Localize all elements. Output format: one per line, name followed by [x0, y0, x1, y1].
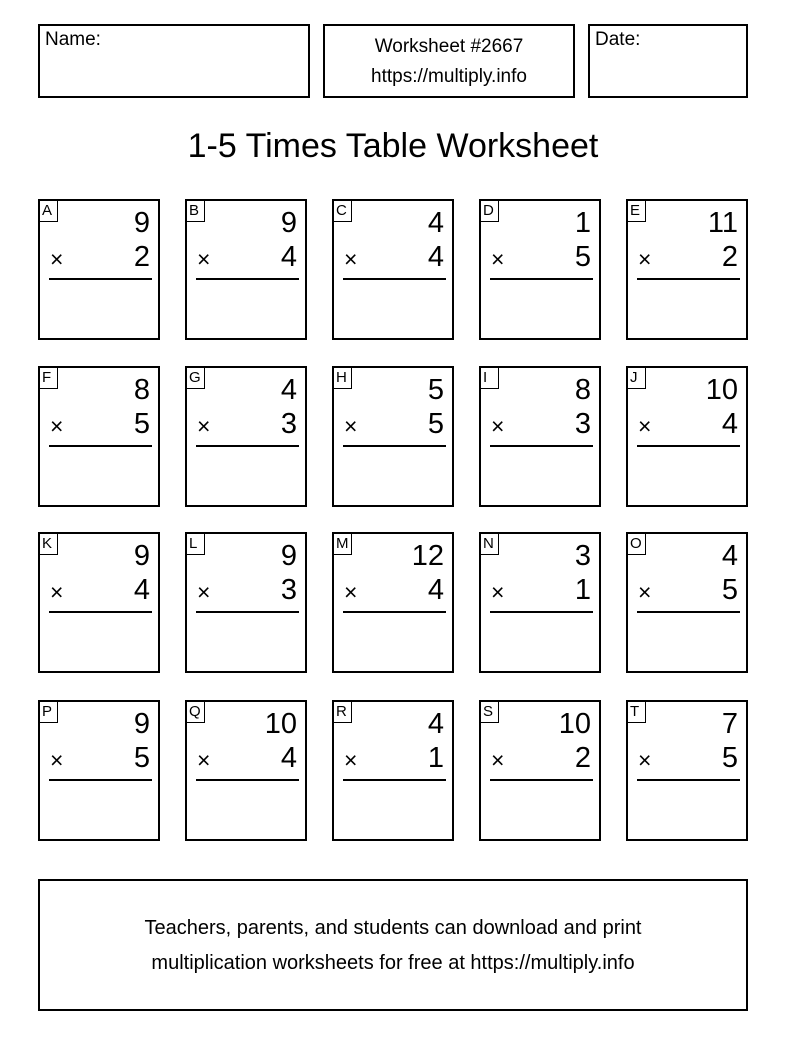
problem-letter: O	[626, 532, 646, 555]
problem-letter: L	[185, 532, 205, 555]
problem-multiplicand: 1	[574, 207, 591, 239]
problem-card[interactable]	[332, 366, 454, 507]
date-field-box[interactable]	[588, 24, 748, 98]
problem-multiplier: 5	[427, 408, 444, 440]
answer-line	[637, 779, 740, 781]
worksheet-info-box	[323, 24, 575, 98]
page-title: 1-5 Times Table Worksheet	[187, 127, 599, 165]
multiply-sign: ×	[344, 413, 358, 439]
problem-card[interactable]	[479, 700, 601, 841]
problem-multiplier: 4	[721, 408, 738, 440]
multiply-sign: ×	[638, 579, 652, 605]
problem-multiplicand: 9	[133, 207, 150, 239]
answer-line	[196, 611, 299, 613]
problem-card[interactable]	[185, 532, 307, 673]
multiply-sign: ×	[197, 747, 211, 773]
problem-letter: F	[38, 366, 58, 389]
answer-line	[196, 278, 299, 280]
problem-card[interactable]	[332, 532, 454, 673]
problem-multiplier: 1	[427, 742, 444, 774]
answer-line	[490, 445, 593, 447]
problem-letter: I	[479, 366, 499, 389]
footer-box	[38, 879, 748, 1011]
problem-multiplier: 3	[574, 408, 591, 440]
problem-multiplicand: 9	[280, 207, 297, 239]
multiply-sign: ×	[344, 747, 358, 773]
multiply-sign: ×	[344, 246, 358, 272]
problem-multiplier: 2	[721, 241, 738, 273]
answer-line	[490, 278, 593, 280]
problem-multiplier: 4	[427, 241, 444, 273]
problem-letter: J	[626, 366, 646, 389]
problem-letter: K	[38, 532, 58, 555]
answer-line	[196, 779, 299, 781]
problem-card[interactable]	[38, 532, 160, 673]
problem-letter: P	[38, 700, 58, 723]
answer-line	[637, 611, 740, 613]
problem-multiplicand: 4	[427, 207, 444, 239]
problem-card[interactable]	[626, 366, 748, 507]
problem-multiplier: 1	[574, 574, 591, 606]
multiply-sign: ×	[197, 579, 211, 605]
problem-card[interactable]	[38, 199, 160, 340]
problem-letter: T	[626, 700, 646, 723]
problem-multiplicand: 3	[574, 540, 591, 572]
problem-card[interactable]	[332, 199, 454, 340]
multiply-sign: ×	[491, 413, 505, 439]
problem-multiplier: 5	[133, 408, 150, 440]
problem-multiplicand: 8	[133, 374, 150, 406]
worksheet-number: Worksheet #2667	[374, 36, 524, 57]
problem-letter: M	[332, 532, 352, 555]
answer-line	[49, 445, 152, 447]
answer-line	[637, 445, 740, 447]
multiply-sign: ×	[197, 413, 211, 439]
multiply-sign: ×	[50, 246, 64, 272]
answer-line	[49, 611, 152, 613]
problem-multiplier: 5	[721, 574, 738, 606]
answer-line	[490, 611, 593, 613]
problem-multiplier: 4	[427, 574, 444, 606]
problem-multiplier: 2	[133, 241, 150, 273]
problem-card[interactable]	[479, 532, 601, 673]
problem-multiplicand: 9	[280, 540, 297, 572]
problem-multiplicand: 9	[133, 708, 150, 740]
answer-line	[490, 779, 593, 781]
answer-line	[343, 278, 446, 280]
problem-card[interactable]	[479, 199, 601, 340]
problem-letter: B	[185, 199, 205, 222]
problem-card[interactable]	[185, 366, 307, 507]
problem-letter: R	[332, 700, 352, 723]
multiply-sign: ×	[491, 246, 505, 272]
multiply-sign: ×	[638, 747, 652, 773]
problem-card[interactable]	[38, 366, 160, 507]
answer-line	[49, 779, 152, 781]
multiply-sign: ×	[491, 579, 505, 605]
answer-line	[343, 611, 446, 613]
problem-card[interactable]	[479, 366, 601, 507]
problem-multiplier: 5	[133, 742, 150, 774]
problem-multiplicand: 10	[264, 708, 297, 740]
problem-multiplier: 3	[280, 408, 297, 440]
problem-card[interactable]	[38, 700, 160, 841]
problem-letter: Q	[185, 700, 205, 723]
problem-multiplicand: 4	[721, 540, 738, 572]
problem-card[interactable]	[626, 199, 748, 340]
worksheet-url: https://multiply.info	[371, 66, 527, 87]
multiply-sign: ×	[491, 747, 505, 773]
multiply-sign: ×	[50, 413, 64, 439]
problem-multiplicand: 8	[574, 374, 591, 406]
multiply-sign: ×	[50, 747, 64, 773]
multiply-sign: ×	[638, 246, 652, 272]
problem-multiplicand: 10	[558, 708, 591, 740]
problem-multiplier: 3	[280, 574, 297, 606]
problem-letter: N	[479, 532, 499, 555]
problem-multiplicand: 4	[427, 708, 444, 740]
problem-card[interactable]	[332, 700, 454, 841]
name-field-box[interactable]	[38, 24, 310, 98]
answer-line	[637, 278, 740, 280]
problem-letter: C	[332, 199, 352, 222]
name-label: Name:	[45, 29, 101, 50]
problem-multiplier: 5	[721, 742, 738, 774]
date-label: Date:	[595, 29, 641, 50]
problem-card[interactable]	[626, 700, 748, 841]
multiply-sign: ×	[50, 579, 64, 605]
problem-letter: A	[38, 199, 58, 222]
problem-letter: S	[479, 700, 499, 723]
problem-multiplicand: 11	[707, 207, 738, 239]
problem-multiplier: 4	[280, 241, 297, 273]
problem-multiplicand: 10	[705, 374, 738, 406]
problem-multiplicand: 5	[427, 374, 444, 406]
problem-multiplicand: 12	[411, 540, 444, 572]
footer-line-1: Teachers, parents, and students can download and print	[144, 917, 642, 939]
answer-line	[49, 278, 152, 280]
problem-letter: H	[332, 366, 352, 389]
multiply-sign: ×	[197, 246, 211, 272]
problem-multiplier: 2	[574, 742, 591, 774]
problem-letter: D	[479, 199, 499, 222]
answer-line	[196, 445, 299, 447]
multiply-sign: ×	[344, 579, 358, 605]
multiply-sign: ×	[638, 413, 652, 439]
problem-multiplier: 4	[280, 742, 297, 774]
problem-card[interactable]	[626, 532, 748, 673]
problem-letter: E	[626, 199, 646, 222]
answer-line	[343, 779, 446, 781]
problem-multiplicand: 4	[280, 374, 297, 406]
problem-card[interactable]	[185, 199, 307, 340]
problem-multiplier: 4	[133, 574, 150, 606]
answer-line	[343, 445, 446, 447]
problem-letter: G	[185, 366, 205, 389]
problem-card[interactable]	[185, 700, 307, 841]
problem-multiplicand: 7	[721, 708, 738, 740]
footer-line-2: multiplication worksheets for free at https://multiply.info	[151, 952, 635, 974]
problem-multiplicand: 9	[133, 540, 150, 572]
problem-multiplier: 5	[574, 241, 591, 273]
